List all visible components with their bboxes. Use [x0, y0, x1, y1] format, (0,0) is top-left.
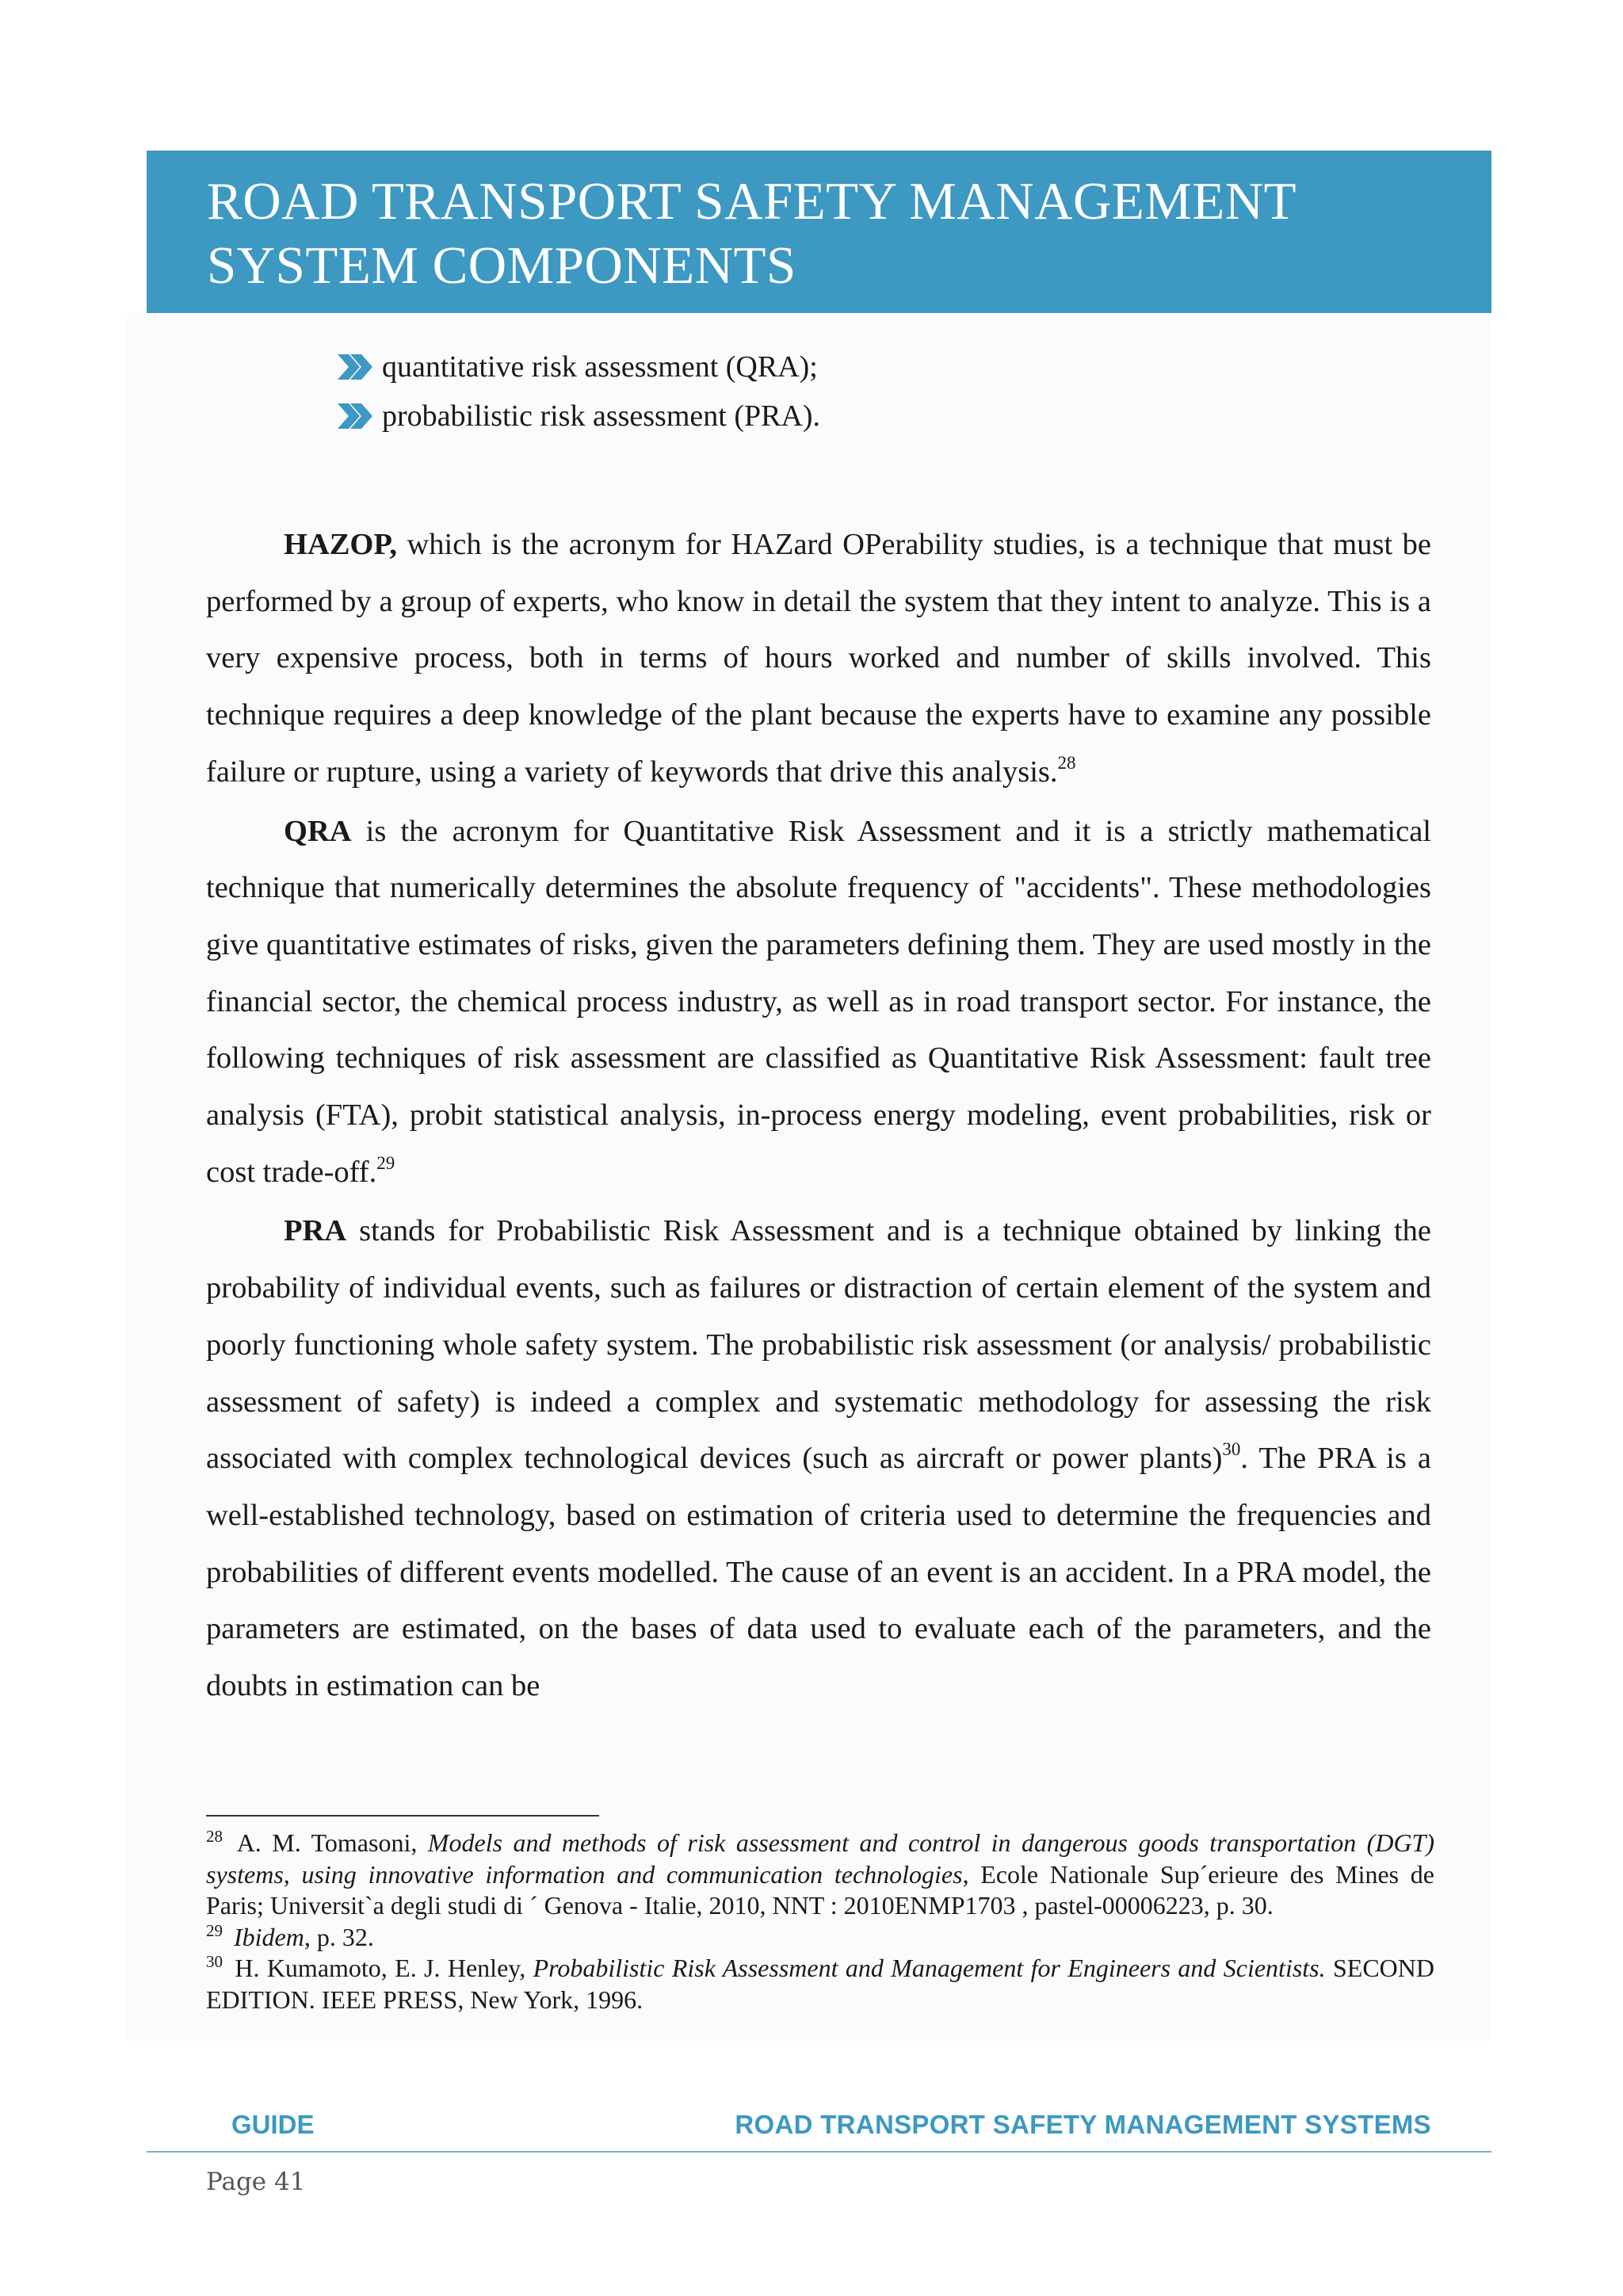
- footnote-29: [206, 1922, 1434, 1954]
- paragraph-qra: [206, 804, 1431, 1201]
- paragraph-text: is the acronym for Quantitative Risk Assessment and it is a strictly mathematical technique that numerically determines the absolute frequency of "accidents". These methodologies give quantitative estimates of risks, given the parameters defining them. They are used mostly in the financial sector, the chemical process industry, as well as in road transport sector. For instance, the following techniques of risk assessment are classified as Quantitative Risk Assessment: fault tree analysis (FTA), probit statistical analysis, in-process energy modeling, event probabilities, risk or cost trade-off.: [206, 814, 1431, 1189]
- section-title: [207, 170, 1491, 298]
- term-pra: PRA: [284, 1214, 347, 1248]
- footnote-28: [206, 1828, 1434, 1922]
- footnote-divider: [206, 1815, 599, 1817]
- bullet-text: quantitative risk assessment (QRA);: [382, 350, 818, 384]
- footnote-number: 28: [206, 1827, 223, 1846]
- section-title-line-1: ROAD TRANSPORT SAFETY MANAGEMENT: [207, 172, 1297, 231]
- double-chevron-right-icon: [333, 400, 382, 432]
- bullet-list: [333, 342, 1363, 441]
- footer-document-title: ROAD TRANSPORT SAFETY MANAGEMENT SYSTEMS: [735, 2110, 1431, 2139]
- bullet-text: probabilistic risk assessment (PRA).: [382, 399, 821, 433]
- double-chevron-right-icon: [333, 351, 382, 383]
- footnote-30: [206, 1953, 1434, 2015]
- page-number: Page 41: [206, 2168, 306, 2196]
- paragraph-hazop: [206, 517, 1431, 801]
- footnote-number: 30: [206, 1952, 223, 1971]
- footnote-text: SECOND EDITION. IEEE PRESS, New York, 1996.: [206, 1954, 1435, 2014]
- footnote-ref-28[interactable]: 28: [1057, 752, 1076, 773]
- footnote-text: , Ecole Nationale Sup´erieure des Mines de Paris; Universit`a degli studi di ´ Genova - Italie, 2010, NNT : 2010ENMP1703 , pastel-00006223, p. 30.: [206, 1859, 1435, 1920]
- footer-divider: [147, 2151, 1491, 2153]
- footnote-title: Ibidem: [234, 1922, 304, 1951]
- footnote-title: Models and methods of risk assessment and control in dangerous goods transportation (DGT) systems, using innovative information and communication technologies: [206, 1828, 1435, 1889]
- list-item: [333, 342, 1363, 392]
- footnote-title: Probabilistic Risk Assessment and Management for Engineers and Scientists.: [533, 1954, 1326, 1982]
- paragraph-text: stands for Probabilistic Risk Assessment and is a technique obtained by linking the probability of individual events, such as failures or distraction of certain element of the system and poorly functioning whole safety system. The probabilistic risk assessment (or analysis/ probabilistic assessment of safety) is indeed a complex and systematic methodology for assessing the risk associated with complex technological devices (such as aircraft or power plants): [206, 1214, 1431, 1476]
- paragraph-text: . The PRA is a well-established technology, based on estimation of criteria used to determine the frequencies and probabilities of different events modelled. The cause of an event is an accident. In a PRA model, the parameters are estimated, on the bases of data used to evaluate each of the parameters, and the doubts in estimation can be: [206, 1442, 1431, 1703]
- term-hazop: HAZOP,: [284, 528, 397, 561]
- footnote-text: , p. 32.: [304, 1922, 374, 1951]
- paragraph-pra: [206, 1203, 1431, 1714]
- footnote-ref-30[interactable]: 30: [1222, 1439, 1241, 1460]
- section-header: [147, 151, 1491, 313]
- body-text: [206, 517, 1431, 1715]
- section-title-line-2: SYSTEM COMPONENTS: [207, 236, 796, 295]
- list-item: [333, 392, 1363, 441]
- term-qra: QRA: [284, 814, 352, 848]
- paragraph-text: which is the acronym for HAZard OPerability studies, is a technique that must be performed by a group of experts, who know in detail the system that they intent to analyze. This is a very expensive process, both in terms of hours worked and number of skills involved. This technique requires a deep knowledge of the plant because the experts have to examine any possible failure or rupture, using a variety of keywords that drive this analysis.: [206, 528, 1431, 789]
- footnote-ref-29[interactable]: 29: [376, 1152, 395, 1173]
- footer-guide-label: GUIDE: [231, 2110, 315, 2139]
- footnote-text: H. Kumamoto, E. J. Henley,: [227, 1954, 533, 1982]
- footnote-number: 29: [206, 1920, 223, 1940]
- footnotes: [206, 1828, 1434, 2015]
- footnote-text: [227, 1923, 234, 1951]
- footnote-text: A. M. Tomasoni,: [227, 1828, 428, 1857]
